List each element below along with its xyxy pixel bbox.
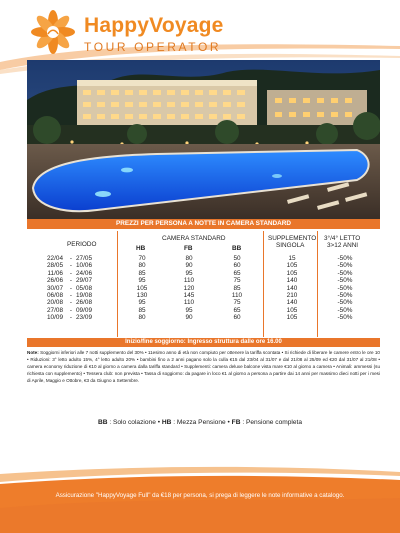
brand-subtitle: TOUR OPERATOR bbox=[84, 40, 222, 54]
price-bb: 50 bbox=[233, 255, 241, 262]
period-dash: - bbox=[69, 277, 73, 285]
price-fb: 80 bbox=[185, 255, 193, 262]
period-dash: - bbox=[69, 284, 73, 292]
price-table bbox=[27, 229, 380, 337]
table-row bbox=[27, 262, 380, 269]
header-bb: BB bbox=[232, 245, 242, 252]
period-end: 10/06 bbox=[76, 262, 92, 270]
header-bed-1: 3°/4° LETTO bbox=[324, 235, 361, 242]
price-hb: 80 bbox=[138, 314, 146, 322]
header-bed-2: 3>12 ANNI bbox=[327, 242, 359, 249]
price-hb: 85 bbox=[138, 269, 146, 277]
single-supplement: 105 bbox=[286, 269, 298, 277]
legend-bb-text: : Solo colazione bbox=[109, 419, 156, 426]
legend-fb-code: FB bbox=[231, 419, 241, 426]
price-fb: 90 bbox=[185, 262, 193, 270]
price-hb: 80 bbox=[138, 262, 146, 270]
period-dash: - bbox=[69, 299, 73, 307]
header-hb: HB bbox=[136, 245, 146, 252]
period-start: 27/08 bbox=[47, 306, 63, 314]
table-row bbox=[27, 299, 380, 306]
notes-block bbox=[27, 349, 380, 384]
period-start: 30/07 bbox=[47, 284, 63, 292]
period-start: 22/04 bbox=[47, 255, 63, 262]
header-period: PERIODO bbox=[67, 241, 97, 248]
price-bb: 75 bbox=[233, 299, 241, 307]
period-end: 09/09 bbox=[76, 306, 92, 314]
board-legend bbox=[0, 419, 400, 426]
price-bb: 85 bbox=[233, 284, 241, 292]
table-row bbox=[27, 270, 380, 277]
hotel-pool-night-photo bbox=[27, 60, 380, 220]
header-supplement-1: SUPPLEMENTO bbox=[268, 235, 317, 242]
price-bb: 60 bbox=[233, 314, 241, 322]
notes-label: Note: bbox=[27, 350, 39, 355]
period-end: 23/09 bbox=[76, 314, 92, 322]
extra-bed-discount: -50% bbox=[337, 277, 353, 285]
insurance-note: Assicurazione "HappyVoyage Full" da €18 per persona, si prega di leggere le note informative a catalogo. bbox=[55, 492, 345, 499]
header-supplement-2: SINGOLA bbox=[276, 242, 305, 249]
extra-bed-discount: -50% bbox=[337, 255, 353, 262]
price-bb: 110 bbox=[231, 291, 243, 299]
table-row bbox=[27, 285, 380, 292]
table-row bbox=[27, 255, 380, 262]
single-supplement: 140 bbox=[286, 284, 298, 292]
period-start: 10/09 bbox=[47, 314, 63, 322]
extra-bed-discount: -50% bbox=[337, 284, 353, 292]
period-end: 26/08 bbox=[76, 299, 92, 307]
header-fb: FB bbox=[184, 245, 193, 252]
price-fb: 110 bbox=[183, 299, 195, 307]
legend-fb-text: : Pensione completa bbox=[242, 419, 303, 426]
price-hb: 85 bbox=[138, 306, 146, 314]
period-end: 29/07 bbox=[76, 277, 92, 285]
price-fb: 95 bbox=[185, 306, 193, 314]
price-bb: 75 bbox=[233, 277, 241, 285]
period-end: 27/05 bbox=[76, 255, 92, 262]
period-dash: - bbox=[69, 314, 73, 322]
extra-bed-discount: -50% bbox=[337, 314, 353, 322]
table-row bbox=[27, 292, 380, 299]
price-table-title: PREZZI PER PERSONA A NOTTE IN CAMERA STANDARD bbox=[27, 219, 380, 229]
price-hb: 95 bbox=[138, 277, 146, 285]
period-end: 24/06 bbox=[76, 269, 92, 277]
price-fb: 145 bbox=[183, 291, 195, 299]
single-supplement: 15 bbox=[288, 255, 296, 262]
price-bb: 65 bbox=[233, 269, 241, 277]
period-dash: - bbox=[69, 269, 73, 277]
price-bb: 60 bbox=[233, 262, 241, 270]
period-start: 20/08 bbox=[47, 299, 63, 307]
extra-bed-discount: -50% bbox=[337, 299, 353, 307]
period-dash: - bbox=[69, 255, 73, 262]
extra-bed-discount: -50% bbox=[337, 291, 353, 299]
price-rows bbox=[27, 255, 380, 322]
notes-text: Soggiorni inferiori alle 7 notti supplemento del 30% • 11esimo anno di età non compiuto per ottenere la tariffa scontata • Si richiede di liberare le camere entro le ore 10 • Riduzioni: 3° letto adulto 15%, 4° letto adulto 20% • bambini fino a 2 anni pagano solo la culla €15 dal 23/04 al 31/07 e dal 21/08 al 25/09 ed €20 dal 31/07 al 21/08 • camera economy riduzione di €10 al giorno a camera dalla tariffa standard • Supplementi: camera deluxe balcone vista mare €10 al giorno a camera • Animali: ammessi (su richiesta con supplemento) • Tessera club: non prevista • Tassa di soggiorno: da pagare in loco €1 al giorno a persona a partire dai 14 anni per massimo dieci notti per i mesi di Aprile, Maggio e Ottobre, €3 da Giugno a Settembre. bbox=[27, 350, 380, 384]
price-hb: 130 bbox=[136, 291, 148, 299]
price-fb: 90 bbox=[185, 314, 193, 322]
legend-hb-text: : Mezza Pensione bbox=[173, 419, 226, 426]
extra-bed-discount: -50% bbox=[337, 306, 353, 314]
arrival-note: Inizio/fine soggiorno: Ingresso struttura dalle ore 16.00 bbox=[27, 338, 380, 347]
period-end: 19/08 bbox=[76, 291, 92, 299]
price-fb: 120 bbox=[183, 284, 195, 292]
header-room: CAMERA STANDARD bbox=[162, 235, 226, 242]
price-bb: 65 bbox=[233, 306, 241, 314]
price-hb: 95 bbox=[138, 299, 146, 307]
single-supplement: 210 bbox=[286, 291, 298, 299]
legend-hb-code: HB bbox=[161, 419, 172, 426]
period-start: 28/05 bbox=[47, 262, 63, 270]
period-end: 05/08 bbox=[76, 284, 92, 292]
legend-separator: • bbox=[157, 419, 161, 426]
single-supplement: 140 bbox=[286, 299, 298, 307]
legend-separator: • bbox=[227, 419, 230, 426]
brand-name: HappyVoyage bbox=[84, 14, 224, 37]
extra-bed-discount: -50% bbox=[337, 269, 353, 277]
price-hb: 105 bbox=[136, 284, 148, 292]
table-row bbox=[27, 314, 380, 321]
period-dash: - bbox=[69, 306, 73, 314]
table-row bbox=[27, 277, 380, 284]
single-supplement: 105 bbox=[286, 262, 298, 270]
legend-bb-code: BB bbox=[97, 419, 108, 426]
extra-bed-discount: -50% bbox=[337, 262, 353, 270]
period-dash: - bbox=[69, 262, 73, 270]
price-hb: 70 bbox=[138, 255, 146, 262]
period-start: 11/06 bbox=[47, 269, 63, 277]
sun-flower-logo-icon bbox=[28, 8, 78, 56]
price-fb: 110 bbox=[183, 277, 195, 285]
period-dash: - bbox=[69, 291, 73, 299]
single-supplement: 140 bbox=[286, 277, 298, 285]
period-start: 26/06 bbox=[47, 277, 63, 285]
period-start: 06/08 bbox=[47, 291, 63, 299]
single-supplement: 105 bbox=[286, 306, 298, 314]
single-supplement: 105 bbox=[286, 314, 298, 322]
price-fb: 95 bbox=[185, 269, 193, 277]
table-row bbox=[27, 307, 380, 314]
